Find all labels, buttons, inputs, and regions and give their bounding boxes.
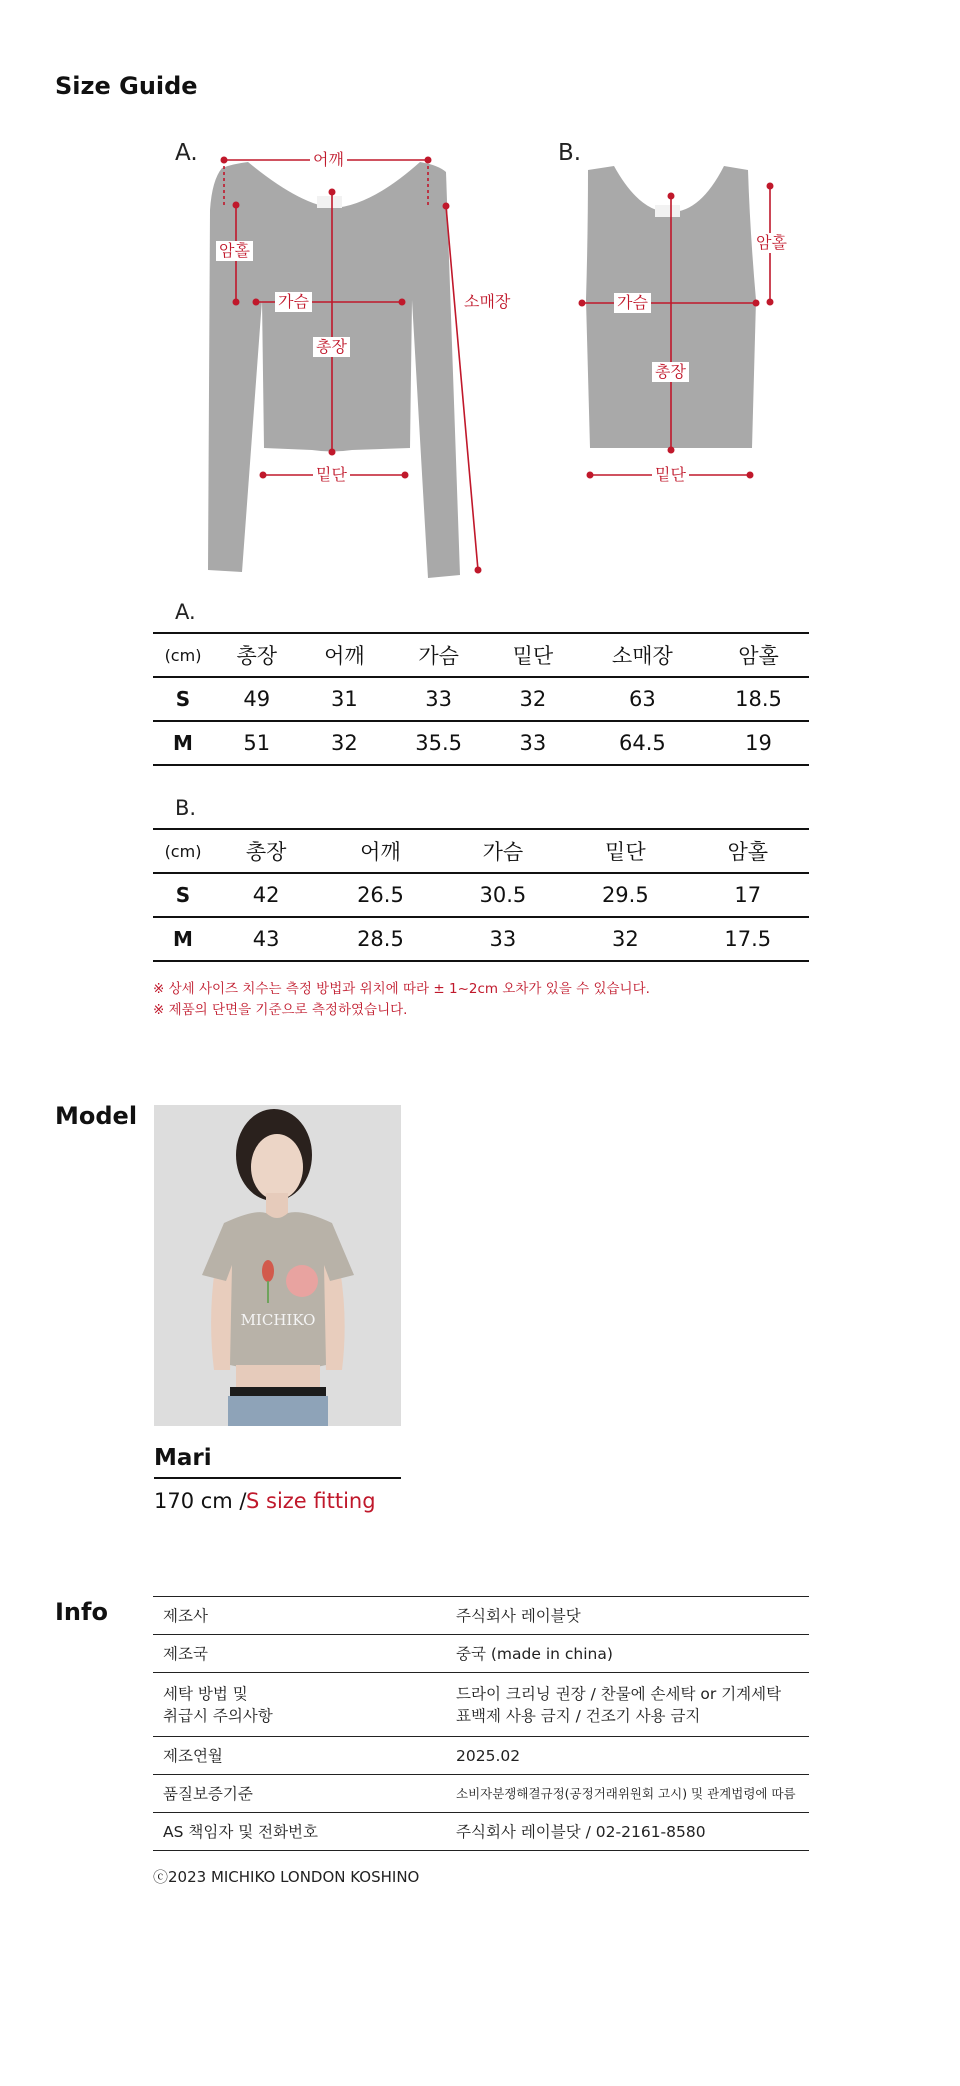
value-cell: 32 [564,917,686,961]
header-cell: 소매장 [577,633,708,677]
info-key: 제조사 [153,1597,446,1635]
info-row [153,1775,809,1813]
value-cell: 17.5 [687,917,809,961]
value-cell: 18.5 [708,677,809,721]
table-a-label: A. [175,600,196,624]
model-title: Model [55,1102,138,1130]
model-height: 170 cm / [154,1489,247,1513]
model-photo [154,1105,401,1426]
table-row [153,873,809,917]
diagram-a-chest-label: 가슴 [275,292,312,312]
diagram-a-length-label: 총장 [313,337,350,357]
diagram-b-hem-label: 밑단 [652,465,689,485]
info-title: Info [55,1598,108,1626]
value-cell: 28.5 [319,917,441,961]
info-row [153,1737,809,1775]
garment-a-shape [208,162,460,578]
unit-header: (cm) [153,633,213,677]
size-cell: M [153,917,213,961]
info-key-line: 취급시 주의사항 [163,1706,273,1725]
table-header-row [153,829,809,873]
diagram-b-length-label: 총장 [652,362,689,382]
value-cell: 32 [489,677,577,721]
value-cell: 64.5 [577,721,708,765]
value-cell: 32 [301,721,389,765]
value-cell: 49 [213,677,301,721]
info-value: 주식회사 레이블닷 [446,1597,809,1635]
info-value-line: 드라이 크리닝 권장 / 찬물에 손세탁 or 기계세탁 [456,1684,782,1703]
value-cell: 31 [301,677,389,721]
value-cell: 42 [213,873,319,917]
value-cell: 35.5 [388,721,489,765]
unit-header: (cm) [153,829,213,873]
diagram-a-hem-label: 밑단 [313,465,350,485]
header-cell: 암홀 [687,829,809,873]
size-note: ※ 상세 사이즈 치수는 측정 방법과 위치에 따라 ± 1~2cm 오차가 있을 수 있습니다. [153,981,650,997]
diagram-a-armhole-label: 암홀 [216,241,253,261]
table-row [153,917,809,961]
size-cell: S [153,677,213,721]
table-row [153,721,809,765]
info-value: 주식회사 레이블닷 / 02-2161-8580 [446,1813,809,1851]
info-table [153,1596,809,1851]
value-cell: 51 [213,721,301,765]
value-cell: 17 [687,873,809,917]
info-row [153,1673,809,1737]
size-note: ※ 제품의 단면을 기준으로 측정하였습니다. [153,1002,408,1018]
info-key: 제조국 [153,1635,446,1673]
shirt-print-text: MICHIKO [240,1311,316,1329]
header-cell: 밑단 [564,829,686,873]
diagram-a-label: A. [175,140,198,166]
value-cell: 30.5 [442,873,564,917]
info-key: 제조연월 [153,1737,446,1775]
header-cell: 암홀 [708,633,809,677]
copyright-text: ⓒ2023 MICHIKO LONDON KOSHINO [153,1868,420,1886]
info-row [153,1597,809,1635]
size-table-b [153,828,809,962]
table-row [153,677,809,721]
info-value [446,1673,809,1737]
info-key-line: 세탁 방법 및 [163,1684,248,1703]
value-cell: 29.5 [564,873,686,917]
diagram-b-armhole-label: 암홀 [753,233,790,253]
header-cell: 가슴 [388,633,489,677]
info-key: AS 책임자 및 전화번호 [153,1813,446,1851]
info-value: 중국 (made in china) [446,1635,809,1673]
size-table-a [153,632,809,766]
header-cell: 어깨 [301,633,389,677]
header-cell: 가슴 [442,829,564,873]
header-cell: 총장 [213,633,301,677]
info-row [153,1813,809,1851]
size-guide-title: Size Guide [55,72,198,100]
size-cell: S [153,873,213,917]
model-name: Mari [154,1445,212,1471]
info-key [153,1673,446,1737]
size-cell: M [153,721,213,765]
value-cell: 19 [708,721,809,765]
table-header-row [153,633,809,677]
value-cell: 26.5 [319,873,441,917]
info-value: 소비자분쟁해결규정(공정거래위원회 고시) 및 관계법령에 따름 [446,1775,809,1813]
info-row [153,1635,809,1673]
diagram-a-sleeve-label: 소매장 [461,292,513,312]
table-b-label: B. [175,796,197,820]
garment-b-label-tag [655,205,680,217]
info-value: 2025.02 [446,1737,809,1775]
info-value-line: 표백제 사용 금지 / 건조기 사용 금지 [456,1706,701,1725]
header-cell: 어깨 [319,829,441,873]
header-cell: 총장 [213,829,319,873]
value-cell: 43 [213,917,319,961]
value-cell: 63 [577,677,708,721]
diagram-b-label: B. [558,140,582,166]
header-cell: 밑단 [489,633,577,677]
value-cell: 33 [489,721,577,765]
model-illustration [154,1105,401,1426]
value-cell: 33 [442,917,564,961]
garment-a-label-tag [317,196,342,208]
info-key: 품질보증기준 [153,1775,446,1813]
model-fit-size: S size fitting [246,1489,376,1513]
diagram-a-shoulder-label: 어깨 [310,150,347,170]
value-cell: 33 [388,677,489,721]
diagram-b-chest-label: 가슴 [614,293,651,313]
model-divider [154,1477,401,1479]
